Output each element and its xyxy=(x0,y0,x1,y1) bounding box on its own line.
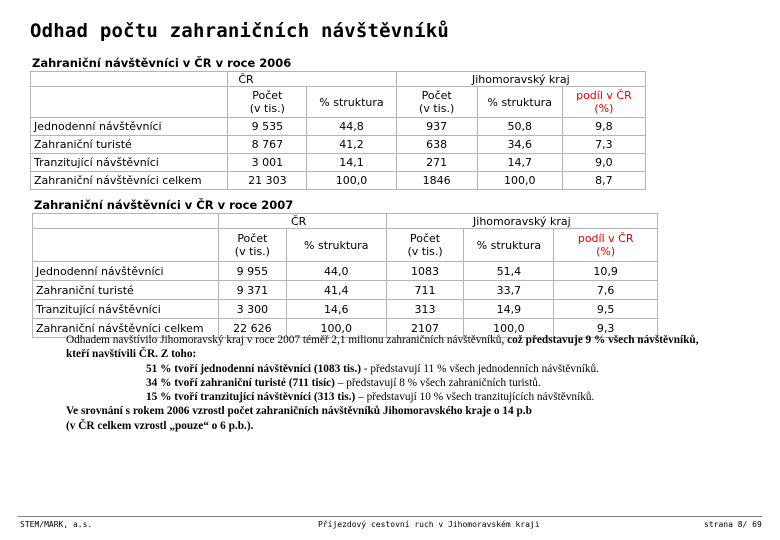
text-span-bold: 15 % tvoří tranzitující návštěvníci (313 tis.) xyxy=(146,391,356,404)
row-label: Tranzitující návštěvníci xyxy=(31,154,228,172)
cell: 3 300 xyxy=(218,300,286,319)
header-count-jmk: Počet (v tis.) xyxy=(396,87,477,118)
cell: 41,4 xyxy=(286,281,386,300)
header-count-cr: Počet (v tis.) xyxy=(228,87,307,118)
header-count-jmk: Počet (v tis.) xyxy=(386,229,464,262)
summary-line xyxy=(66,404,756,418)
table-row xyxy=(31,136,646,154)
cell: 638 xyxy=(396,136,477,154)
summary-line xyxy=(66,333,756,347)
cell: 41,2 xyxy=(307,136,396,154)
table-2007 xyxy=(32,198,658,338)
row-label: Jednodenní návštěvníci xyxy=(33,262,219,281)
row-label: Zahraniční návštěvníci celkem xyxy=(33,319,219,338)
table-row xyxy=(31,154,646,172)
cell: 33,7 xyxy=(464,281,554,300)
cell: 51,4 xyxy=(464,262,554,281)
text-span: – představují 10 % všech tranzitujících návštěvníků. xyxy=(355,391,595,404)
header-cr: ČR xyxy=(228,72,396,87)
header-cr: ČR xyxy=(218,214,386,229)
table-row xyxy=(33,281,658,300)
header-jmk: Jihomoravský kraj xyxy=(396,72,645,87)
cell: 22 626 xyxy=(218,319,286,338)
summary-line xyxy=(66,390,756,404)
row-label: Zahraniční turisté xyxy=(33,281,219,300)
text-span: Odhadem navštívilo Jihomoravský kraj v roce 2007 téměř 2,1 milionu zahraničních návštěvníků, xyxy=(66,334,505,346)
summary-text xyxy=(66,333,756,433)
cell: 9,5 xyxy=(554,300,658,319)
text-span-bold: 51 % tvoří jednodenní návštěvníci (1083 tis.) xyxy=(146,362,361,375)
text-span-bold: 34 % tvoří zahraniční turisté (711 tisíc) xyxy=(146,376,335,389)
cell: 2107 xyxy=(386,319,464,338)
row-label: Zahraniční turisté xyxy=(31,136,228,154)
cell: 44,0 xyxy=(286,262,386,281)
cell: 14,9 xyxy=(464,300,554,319)
cell: 14,1 xyxy=(307,154,396,172)
cell: 271 xyxy=(396,154,477,172)
text-span-bold: Ve srovnání s rokem 2006 vzrostl počet zahraničních návštěvníků Jihomoravského kraje o 14 p.b xyxy=(66,405,532,418)
cell: 7,6 xyxy=(554,281,658,300)
cell: 3 001 xyxy=(228,154,307,172)
table-row xyxy=(33,300,658,319)
summary-line xyxy=(66,376,756,390)
summary-line xyxy=(66,347,756,361)
table-row xyxy=(33,262,658,281)
header-count-cr: Počet (v tis.) xyxy=(218,229,286,262)
page-title: Odhad počtu zahraničních návštěvníků xyxy=(30,20,450,42)
header-share-cr: podíl v ČR (%) xyxy=(554,229,658,262)
row-label: Jednodenní návštěvníci xyxy=(31,118,228,136)
footer-page-number: strana 8/ 69 xyxy=(704,520,762,529)
cell: 8,7 xyxy=(562,172,645,190)
header-share-cr: podíl v ČR (%) xyxy=(562,87,645,118)
summary-line xyxy=(66,362,756,376)
cell: 14,7 xyxy=(477,154,562,172)
row-label: Zahraniční návštěvníci celkem xyxy=(31,172,228,190)
footer-company: STEM/MARK, a.s. xyxy=(20,520,93,529)
cell: 100,0 xyxy=(464,319,554,338)
text-span-bold: což představuje 9 % všech návštěvníků, xyxy=(504,334,699,346)
table-2006-title: Zahraniční návštěvníci v ČR v roce 2006 xyxy=(32,56,292,70)
cell: 21 303 xyxy=(228,172,307,190)
cell: 7,3 xyxy=(562,136,645,154)
table-2006-grid xyxy=(30,71,646,190)
cell: 100,0 xyxy=(477,172,562,190)
cell: 44,8 xyxy=(307,118,396,136)
text-span: – představují 8 % všech zahraničních turistů. xyxy=(334,376,541,389)
cell: 9,0 xyxy=(562,154,645,172)
text-span-bold: kteří navštívili ČR. Z toho: xyxy=(66,348,197,361)
cell: 711 xyxy=(386,281,464,300)
footer-divider xyxy=(18,516,762,517)
footer-document-title: Příjezdový cestovní ruch v Jihomoravském kraji xyxy=(318,520,540,529)
table-2006 xyxy=(30,56,646,190)
cell: 1846 xyxy=(396,172,477,190)
header-structure-cr: % struktura xyxy=(307,87,396,118)
header-structure-cr: % struktura xyxy=(286,229,386,262)
cell: 9 955 xyxy=(218,262,286,281)
cell: 313 xyxy=(386,300,464,319)
row-label: Tranzitující návštěvníci xyxy=(33,300,219,319)
cell: 9 371 xyxy=(218,281,286,300)
text-span-bold: (v ČR celkem vzrostl „pouze“ o 6 p.b.). xyxy=(66,419,254,432)
cell: 1083 xyxy=(386,262,464,281)
cell: 100,0 xyxy=(286,319,386,338)
cell: 8 767 xyxy=(228,136,307,154)
header-structure-jmk: % struktura xyxy=(477,87,562,118)
cell: 937 xyxy=(396,118,477,136)
cell: 9,8 xyxy=(562,118,645,136)
cell: 10,9 xyxy=(554,262,658,281)
cell: 50,8 xyxy=(477,118,562,136)
table-row xyxy=(31,172,646,190)
cell: 9,3 xyxy=(554,319,658,338)
summary-line xyxy=(66,419,756,433)
cell: 14,6 xyxy=(286,300,386,319)
text-span: - představují 11 % všech jednodenních návštěvníků. xyxy=(360,362,599,375)
cell: 100,0 xyxy=(307,172,396,190)
table-2007-title: Zahraniční návštěvníci v ČR v roce 2007 xyxy=(34,198,294,212)
header-jmk: Jihomoravský kraj xyxy=(386,214,657,229)
table-2007-grid xyxy=(32,213,658,338)
cell: 34,6 xyxy=(477,136,562,154)
table-row xyxy=(31,118,646,136)
header-structure-jmk: % struktura xyxy=(464,229,554,262)
cell: 9 535 xyxy=(228,118,307,136)
